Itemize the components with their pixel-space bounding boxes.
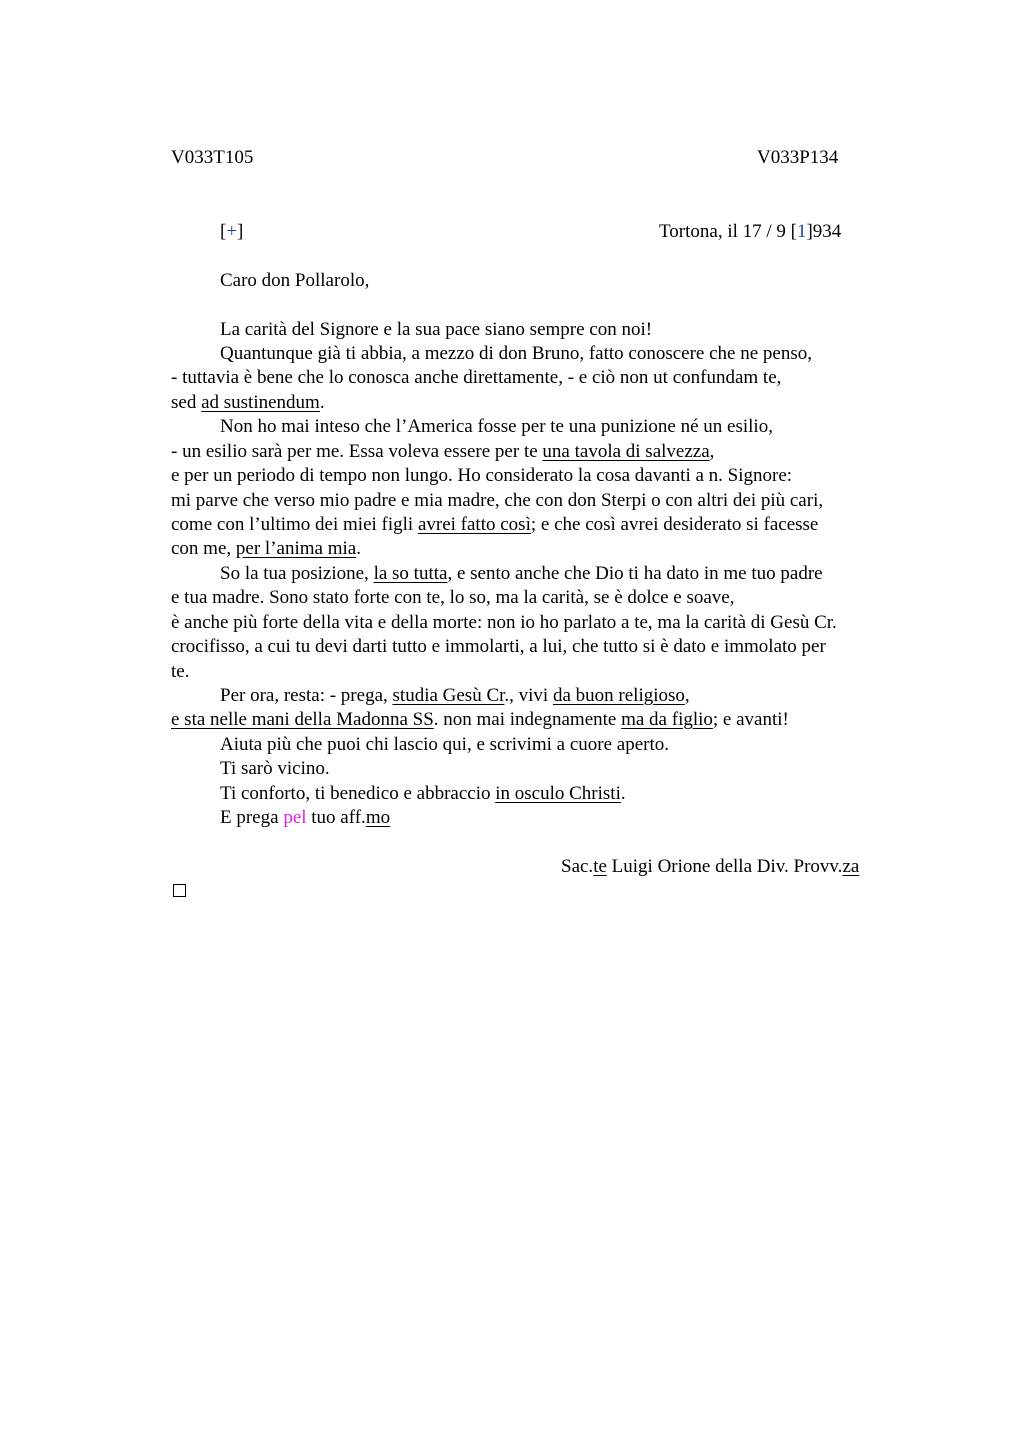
body-line: Per ora, resta: - prega, studia Gesù Cr., vivi da buon religioso,: [220, 685, 690, 706]
cross-mark: [+]: [220, 221, 244, 242]
body-line: e sta nelle mani della Madonna SS. non mai indegnamente ma da figlio; e avanti!: [171, 709, 789, 730]
body-line: crocifisso, a cui tu devi darti tutto e immolarti, a lui, che tutto si è dato e immolato per: [171, 636, 826, 657]
body-line: Non ho mai inteso che l’America fosse per te una punizione né un esilio,: [220, 416, 773, 437]
body-line: - un esilio sarà per me. Essa voleva essere per te una tavola di salvezza,: [171, 441, 715, 462]
body-line: Ti sarò vicino.: [220, 758, 330, 779]
body-line: come con l’ultimo dei miei figli avrei fatto così; e che così avrei desiderato si facesse: [171, 514, 819, 535]
document-code-right: V033P134: [757, 147, 839, 168]
letter-date: Tortona, il 17 / 9 [1]934: [659, 221, 842, 242]
body-line: e per un periodo di tempo non lungo. Ho considerato la cosa davanti a n. Signore:: [171, 465, 793, 486]
body-line: è anche più forte della vita e della morte: non io ho parlato a te, ma la carità di Gesù Cr.: [171, 612, 837, 633]
body-line: mi parve che verso mio padre e mia madre, che con don Sterpi o con altri dei più cari,: [171, 490, 824, 511]
body-line: Aiuta più che puoi chi lascio qui, e scrivimi a cuore aperto.: [220, 734, 669, 755]
body-line: La carità del Signore e la sua pace siano sempre con noi!: [220, 319, 653, 340]
body-line: So la tua posizione, la so tutta, e sento anche che Dio ti ha dato in me tuo padre: [220, 563, 823, 584]
document-code-left: V033T105: [171, 147, 254, 168]
body-line: Ti conforto, ti benedico e abbraccio in osculo Christi.: [220, 783, 626, 804]
end-marker-box-icon: [173, 884, 186, 897]
body-line: con me, per l’anima mia.: [171, 538, 361, 559]
body-line: sed ad sustinendum.: [171, 392, 325, 413]
signature: Sac.te Luigi Orione della Div. Provv.za: [561, 856, 860, 877]
salutation: Caro don Pollarolo,: [220, 270, 370, 291]
body-line: te.: [171, 661, 190, 682]
body-line: e tua madre. Sono stato forte con te, lo so, ma la carità, se è dolce e soave,: [171, 587, 735, 608]
body-line: - tuttavia è bene che lo conosca anche direttamente, - e ciò non ut confundam te,: [171, 367, 782, 388]
body-line: Quantunque già ti abbia, a mezzo di don Bruno, fatto conoscere che ne penso,: [220, 343, 812, 364]
closing-line: E prega pel tuo aff.mo: [220, 807, 391, 828]
